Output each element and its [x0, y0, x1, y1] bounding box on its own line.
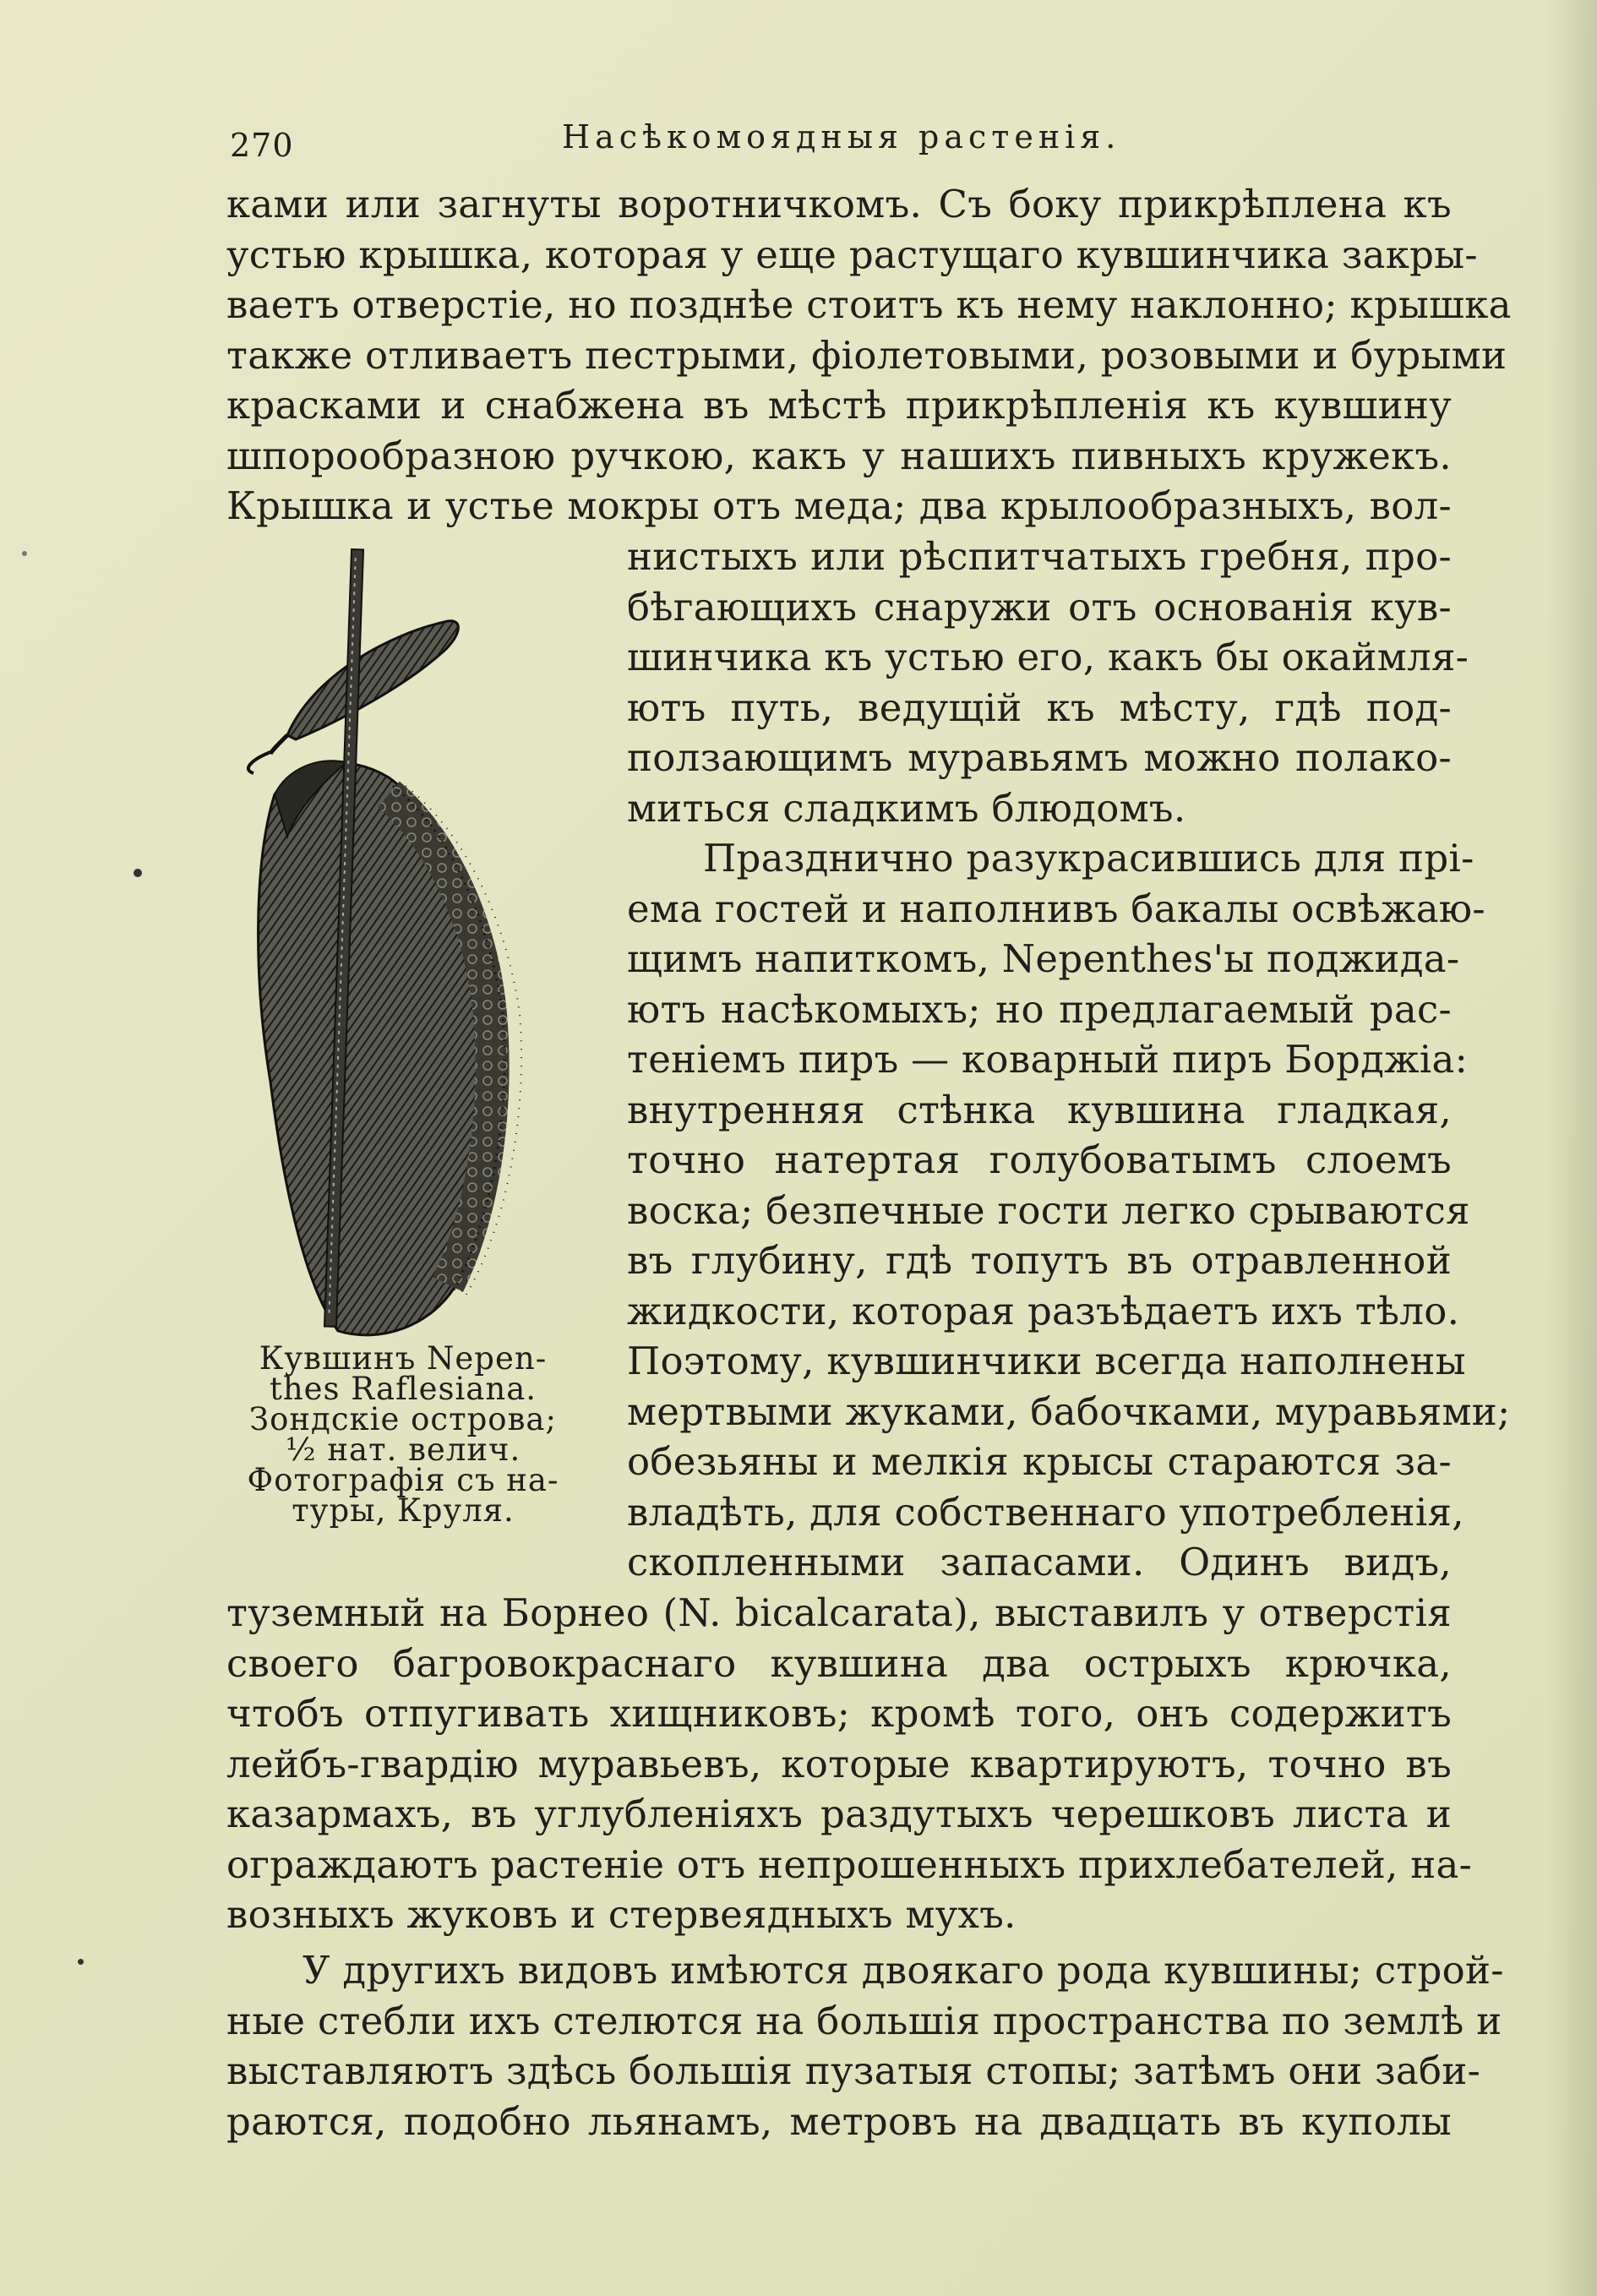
- paragraph-bottom-1: [226, 1588, 1473, 1940]
- caption-line: Зондскіе острова;: [249, 1401, 557, 1437]
- caption-line: туры, Круля.: [292, 1492, 515, 1529]
- text-line: лейбъ-гвардію муравьевъ, которые квартируютъ, точно въ: [226, 1741, 1452, 1786]
- text-line: ползающимъ муравьямъ можно полако-: [627, 735, 1452, 780]
- ink-speck: [134, 869, 142, 877]
- text-line: точно натертая голубоватымъ слоемъ: [627, 1137, 1452, 1182]
- text-line: Крышка и устье мокры отъ меда; два крылообразныхъ, вол-: [226, 483, 1452, 528]
- text-line: внутренняя стѣнка кувшина гладкая,: [627, 1087, 1452, 1132]
- text-line: мертвыми жуками, бабочками, муравьями;: [627, 1388, 1511, 1434]
- text-line: чтобъ отпугивать хищниковъ; кромѣ того, онъ содержитъ: [226, 1691, 1452, 1736]
- paragraph-side-1: [627, 532, 1469, 833]
- running-title: Насѣкомоядныя растенія.: [562, 118, 1121, 155]
- caption-line: Кувшинъ Nepen-: [259, 1340, 548, 1377]
- text-line: щимъ напиткомъ, Nepenthes'ы поджида-: [627, 936, 1460, 981]
- text-line: въ глубину, гдѣ топутъ въ отравленной: [627, 1238, 1452, 1283]
- text-line: ютъ насѣкомыхъ; но предлагаемый рас-: [627, 986, 1452, 1032]
- caption-line: thes Raflesiana.: [269, 1371, 537, 1407]
- caption-line: ½ нат. велич.: [285, 1432, 521, 1468]
- pitcher-engraving: [237, 541, 575, 1339]
- text-line: ютъ путь, ведущій къ мѣсту, гдѣ под-: [627, 684, 1452, 730]
- text-line: выставляютъ здѣсь большія пузатыя стопы; затѣмъ они заби-: [226, 2048, 1481, 2093]
- text-line: шинчика къ устью его, какъ бы окаймля-: [627, 635, 1469, 679]
- text-line: туземный на Борнео (N. bicalcarata), выставилъ у отверстія: [226, 1590, 1452, 1635]
- caption-line: Фотографія съ на-: [247, 1462, 559, 1498]
- paragraph-bottom-2: [226, 1945, 1504, 2146]
- text-line: У другихъ видовъ имѣются двоякаго рода кувшины; строй-: [303, 1948, 1504, 1993]
- text-line: ема гостей и наполнивъ бакалы освѣжаю-: [627, 886, 1485, 931]
- text-line: воска; безпечные гости легко срываются: [627, 1187, 1470, 1233]
- text-line: устью крышка, которая у еще растущаго кувшинчика закры-: [226, 232, 1478, 277]
- text-line: ками или загнуты воротничкомъ. Съ боку прикрѣплена къ: [226, 182, 1452, 226]
- ink-speck: [22, 551, 27, 556]
- text-line: возныхъ жуковъ и стервеядныхъ мухъ.: [226, 1892, 1017, 1937]
- text-line: Празднично разукрасившись для прі-: [703, 836, 1474, 881]
- text-line: бѣгающихъ снаружи отъ основанія кув-: [627, 584, 1452, 630]
- figure-caption: [221, 1340, 585, 1529]
- text-line: казармахъ, въ углубленіяхъ раздутыхъ черешковъ листа и: [226, 1792, 1452, 1836]
- text-line: ваетъ отверстіе, но позднѣе стоитъ къ нему наклонно; крышка: [226, 282, 1512, 327]
- text-line: обезьяны и мелкія крысы стараются за-: [627, 1439, 1452, 1484]
- text-line: теніемъ пиръ — коварный пиръ Борджіа:: [627, 1037, 1469, 1082]
- text-line: жидкости, которая разъѣдаетъ ихъ тѣло.: [627, 1288, 1460, 1333]
- text-line: также отливаетъ пестрыми, фіолетовыми, розовыми и бурыми: [226, 332, 1507, 378]
- ink-speck: [78, 1959, 84, 1965]
- text-line: шпорообразною ручкою, какъ у нашихъ пивныхъ кружекъ.: [226, 433, 1452, 478]
- text-line: Поэтому, кувшинчики всегда наполнены: [627, 1339, 1466, 1383]
- page-shadow: [1546, 0, 1597, 2296]
- paragraph-side-2: [627, 833, 1511, 1588]
- pitcher-illustration: [237, 541, 575, 1339]
- text-line: красками и снабжена въ мѣстѣ прикрѣпленія къ кувшину: [226, 383, 1452, 428]
- page-number: 270: [230, 127, 294, 164]
- page-header: [230, 118, 1455, 169]
- text-line: ограждаютъ растеніе отъ непрошенныхъ прихлебателей, на-: [226, 1841, 1473, 1887]
- text-line: скопленными запасами. Одинъ видъ,: [627, 1540, 1452, 1584]
- text-line: ные стебли ихъ стелются на большія пространства по землѣ и: [226, 1998, 1502, 2043]
- text-line: своего багровокраснаго кувшина два острыхъ крючка,: [226, 1640, 1452, 1686]
- text-line: нистыхъ или рѣспитчатыхъ гребня, про-: [627, 534, 1452, 579]
- text-line: владѣть, для собственнаго употребленія,: [627, 1489, 1464, 1535]
- text-line: миться сладкимъ блюдомъ.: [627, 785, 1186, 831]
- paragraph-top: [226, 179, 1512, 532]
- text-line: раются, подобно льянамъ, метровъ на двадцать въ куполы: [226, 2098, 1452, 2144]
